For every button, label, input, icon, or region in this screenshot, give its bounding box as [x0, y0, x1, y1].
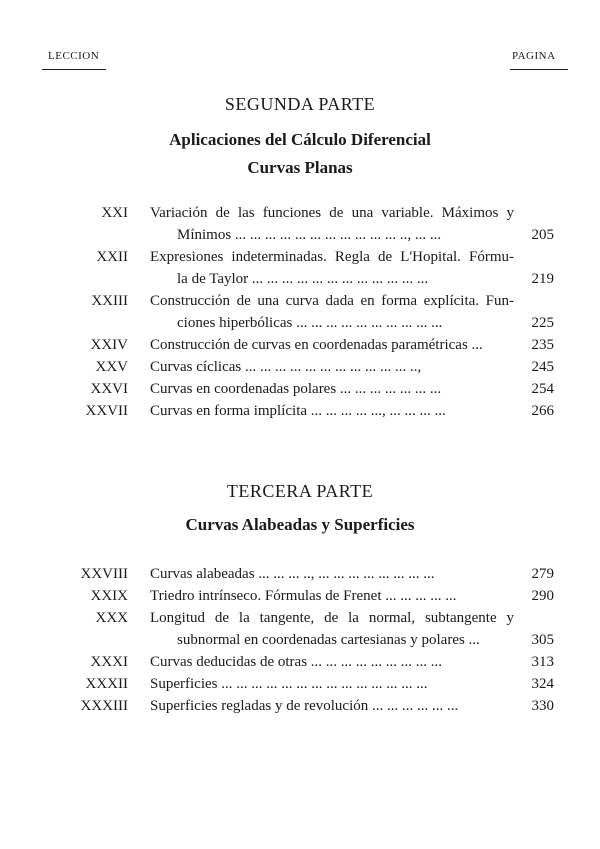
lesson-title: Variación de las funciones de una variable. Máximos y — [150, 205, 514, 221]
page-number: 313 — [531, 654, 554, 670]
lesson-title: Curvas en coordenadas polares ... ... ... ... ... ... ... — [150, 381, 442, 397]
lesson-title: Curvas deducidas de otras ... ... ... ... ... ... ... ... ... — [150, 654, 443, 670]
lesson-number: XXXII — [85, 676, 128, 692]
page-number: 266 — [531, 403, 554, 419]
page-number: 219 — [531, 271, 554, 287]
part3-title: TERCERA PARTE — [226, 481, 374, 501]
lesson-number: XXXI — [90, 654, 128, 670]
lesson-number: XXVI — [90, 381, 128, 397]
page-number: 290 — [531, 588, 554, 604]
lesson-title-cont: subnormal en coordenadas cartesianas y polares ... — [177, 632, 480, 648]
page-number: 305 — [531, 632, 554, 648]
header-right-rule — [510, 69, 568, 70]
header-left-rule — [42, 69, 106, 70]
lesson-number: XXIX — [90, 588, 128, 604]
lesson-title: Construcción de curvas en coordenadas paramétricas ... — [150, 337, 483, 353]
lesson-title: Curvas alabeadas ... ... ... .., ... ... ... ... ... ... ... ... — [150, 566, 435, 582]
lesson-number: XXIV — [90, 337, 128, 353]
lesson-number: XXX — [95, 610, 128, 626]
part2-subtitle-1: Aplicaciones del Cálculo Diferencial — [169, 130, 431, 149]
page-number: 245 — [531, 359, 554, 375]
lesson-title: Superficies ... ... ... ... ... ... ... ... ... ... ... ... ... ... — [150, 676, 428, 692]
lesson-number: XXII — [96, 249, 128, 265]
lesson-number: XXVII — [85, 403, 128, 419]
part2-entry-xxvi — [0, 378, 600, 400]
lesson-title: Longitud de la tangente, de la normal, subtangente y — [150, 610, 514, 626]
lesson-title: Curvas cíclicas ... ... ... ... ... ... ... ... ... ... ... .., — [150, 359, 422, 375]
lesson-number: XXIII — [91, 293, 128, 309]
lesson-title: Triedro intrínseco. Fórmulas de Frenet ... ... ... ... ... — [150, 588, 457, 604]
lesson-title: Expresiones indeterminadas. Regla de L'Hopital. Fórmu- — [150, 249, 514, 265]
lesson-title: Construcción de una curva dada en forma explícita. Fun- — [150, 293, 514, 309]
page-number: 225 — [531, 315, 554, 331]
part3-entry-xxxi — [0, 651, 600, 673]
part2-entry-xxvii — [0, 400, 600, 422]
header-right-label: PAGINA — [512, 50, 556, 62]
part2-entry-xxv — [0, 356, 600, 378]
page-number: 254 — [531, 381, 554, 397]
page-number: 205 — [531, 227, 554, 243]
part3-entry-xxxii — [0, 673, 600, 695]
part2-title: SEGUNDA PARTE — [224, 94, 376, 114]
lesson-number: XXXIII — [80, 698, 128, 714]
part3-entry-xxviii — [0, 563, 600, 585]
page-number: 279 — [531, 566, 554, 582]
lesson-title-cont: la de Taylor ... ... ... ... ... ... ... ... ... ... ... ... — [177, 271, 429, 287]
lesson-number: XXVIII — [80, 566, 128, 582]
lesson-number: XXI — [101, 205, 128, 221]
part3-subtitle: Curvas Alabeadas y Superficies — [185, 515, 415, 534]
part3-entry-xxix — [0, 585, 600, 607]
header-left-label: LECCION — [48, 50, 100, 62]
page-number: 324 — [531, 676, 554, 692]
lesson-title: Curvas en forma implícita ... ... ... ... ..., ... ... ... ... — [150, 403, 446, 419]
lesson-title: Superficies regladas y de revolución ... ... ... ... ... ... — [150, 698, 459, 714]
lesson-number: XXV — [95, 359, 128, 375]
part2-subtitle-2: Curvas Planas — [247, 158, 353, 177]
part3-entry-xxxiii — [0, 695, 600, 717]
page-number: 330 — [531, 698, 554, 714]
lesson-title-cont: Mínimos ... ... ... ... ... ... ... ... ... ... ... .., ... ... — [177, 227, 442, 243]
lesson-title-cont: ciones hiperbólicas ... ... ... ... ... ... ... ... ... ... — [177, 315, 443, 331]
page-number: 235 — [531, 337, 554, 353]
part2-entry-xxiv — [0, 334, 600, 356]
